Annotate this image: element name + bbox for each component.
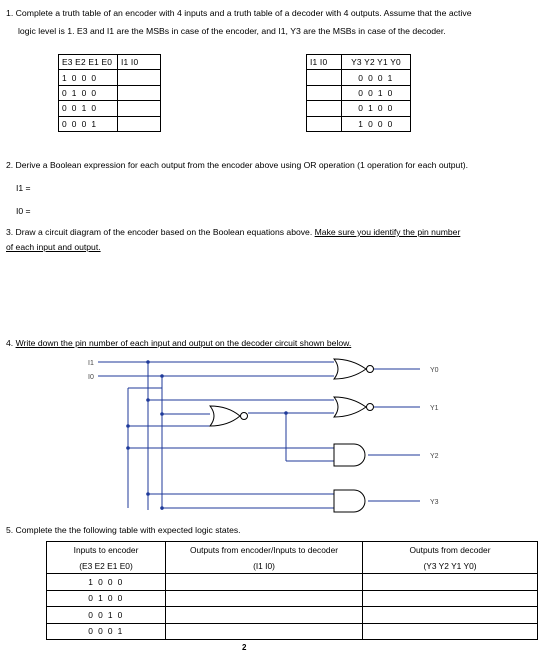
gate-y0 [334, 359, 366, 379]
col-header-decoder-outputs: Outputs from decoder [363, 542, 538, 559]
row-4-encoder-inputs: 0 0 0 1 [47, 623, 166, 640]
decoder-row-4-input-cell[interactable] [307, 116, 342, 131]
row-3-encoder-output-cell[interactable] [166, 607, 363, 624]
label-i1: I1 [88, 360, 94, 367]
encoder-row-4-output-cell[interactable] [118, 116, 161, 131]
circuit-gates [210, 359, 374, 512]
row-1-encoder-inputs: 1 0 0 0 [47, 574, 166, 591]
encoder-row-4-inputs: 0 0 0 1 [59, 116, 118, 131]
circuit-wires [98, 362, 420, 510]
table-row [47, 590, 538, 607]
col-header-encoder-inputs: Inputs to encoder [47, 542, 166, 559]
label-y2: Y2 [430, 453, 439, 460]
col-header-encoder-outputs: Outputs from encoder/Inputs to decoder [166, 542, 363, 559]
question-4-number: 4. [6, 338, 16, 348]
question-2: 2. Derive a Boolean expression for each output from the encoder above using OR operation (1 operation for each output). [6, 160, 468, 170]
junction-dot [160, 506, 164, 510]
question-3-emphasis-a: Make sure you identify the pin number [314, 227, 461, 237]
page-number: 2 [242, 643, 247, 652]
encoder-row-2-inputs: 0 1 0 0 [59, 85, 118, 100]
decoder-row-1-outputs: 0 0 0 1 [342, 70, 411, 85]
table-row [47, 623, 538, 640]
equation-i0-label: I0 = [16, 206, 31, 216]
gate-middle [210, 406, 240, 426]
question-4 [6, 338, 351, 348]
question-3 [6, 227, 460, 237]
decoder-row-2-outputs: 0 0 1 0 [342, 85, 411, 100]
junction-dot [126, 446, 130, 450]
encoder-row-1-output-cell[interactable] [118, 70, 161, 85]
col-subheader-decoder-outputs: (Y3 Y2 Y1 Y0) [363, 558, 538, 574]
question-5: 5. Complete the the following table with expected logic states. [6, 525, 241, 535]
junction-dot [146, 492, 150, 496]
decoder-header-outputs: Y3 Y2 Y1 Y0 [342, 55, 411, 70]
gate-middle-bubble [241, 413, 248, 420]
decoder-row-2-input-cell[interactable] [307, 85, 342, 100]
label-i0: I0 [88, 374, 94, 381]
junction-dot [146, 398, 150, 402]
col-subheader-encoder-inputs: (E3 E2 E1 E0) [47, 558, 166, 574]
question-1 [6, 7, 544, 38]
row-4-encoder-output-cell[interactable] [166, 623, 363, 640]
encoder-truth-table [58, 54, 161, 132]
encoder-row-2-output-cell[interactable] [118, 85, 161, 100]
gate-y2 [334, 444, 365, 466]
question-1-line-1: 1. Complete a truth table of an encoder with 4 inputs and a truth table of a decoder with 4 outputs. Assume that the active [6, 8, 472, 18]
circuit-junctions [126, 360, 288, 510]
logic-states-table [46, 541, 538, 640]
decoder-row-4-outputs: 1 0 0 0 [342, 116, 411, 131]
row-3-encoder-inputs: 0 0 1 0 [47, 607, 166, 624]
table-row [47, 607, 538, 624]
col-subheader-encoder-outputs: (I1 I0) [166, 558, 363, 574]
question-3-text: 3. Draw a circuit diagram of the encoder based on the Boolean equations above. [6, 227, 315, 237]
circuit-labels [88, 360, 439, 506]
row-4-decoder-output-cell[interactable] [363, 623, 538, 640]
decoder-truth-table [306, 54, 411, 132]
encoder-header-inputs: E3 E2 E1 E0 [59, 55, 118, 70]
gate-y0-bubble [367, 366, 374, 373]
table-row [47, 574, 538, 591]
junction-dot [126, 424, 130, 428]
question-1-line-2: logic level is 1. E3 and I1 are the MSBs in case of the encoder, and I1, Y3 are the MSBs in case of the decoder. [18, 26, 446, 36]
gate-y1-bubble [367, 404, 374, 411]
junction-dot [160, 374, 164, 378]
gate-y3 [334, 490, 365, 512]
question-3-emphasis-b: of each input and output. [6, 242, 101, 252]
junction-dot [160, 412, 164, 416]
junction-dot [284, 411, 288, 415]
row-1-decoder-output-cell[interactable] [363, 574, 538, 591]
decoder-row-3-outputs: 0 1 0 0 [342, 101, 411, 116]
row-3-decoder-output-cell[interactable] [363, 607, 538, 624]
row-2-decoder-output-cell[interactable] [363, 590, 538, 607]
row-1-encoder-output-cell[interactable] [166, 574, 363, 591]
label-y3: Y3 [430, 499, 439, 506]
encoder-row-1-inputs: 1 0 0 0 [59, 70, 118, 85]
label-y1: Y1 [430, 405, 439, 412]
decoder-row-1-input-cell[interactable] [307, 70, 342, 85]
decoder-header-inputs: I1 I0 [307, 55, 342, 70]
encoder-row-3-output-cell[interactable] [118, 101, 161, 116]
gate-y1 [334, 397, 366, 417]
encoder-header-outputs: I1 I0 [118, 55, 161, 70]
row-2-encoder-inputs: 0 1 0 0 [47, 590, 166, 607]
decoder-row-3-input-cell[interactable] [307, 101, 342, 116]
decoder-circuit-diagram [0, 350, 547, 520]
encoder-row-3-inputs: 0 0 1 0 [59, 101, 118, 116]
question-4-text: Write down the pin number of each input and output on the decoder circuit shown below. [15, 338, 352, 348]
row-2-encoder-output-cell[interactable] [166, 590, 363, 607]
junction-dot [146, 360, 150, 364]
label-y0: Y0 [430, 367, 439, 374]
equation-i1-label: I1 = [16, 183, 31, 193]
